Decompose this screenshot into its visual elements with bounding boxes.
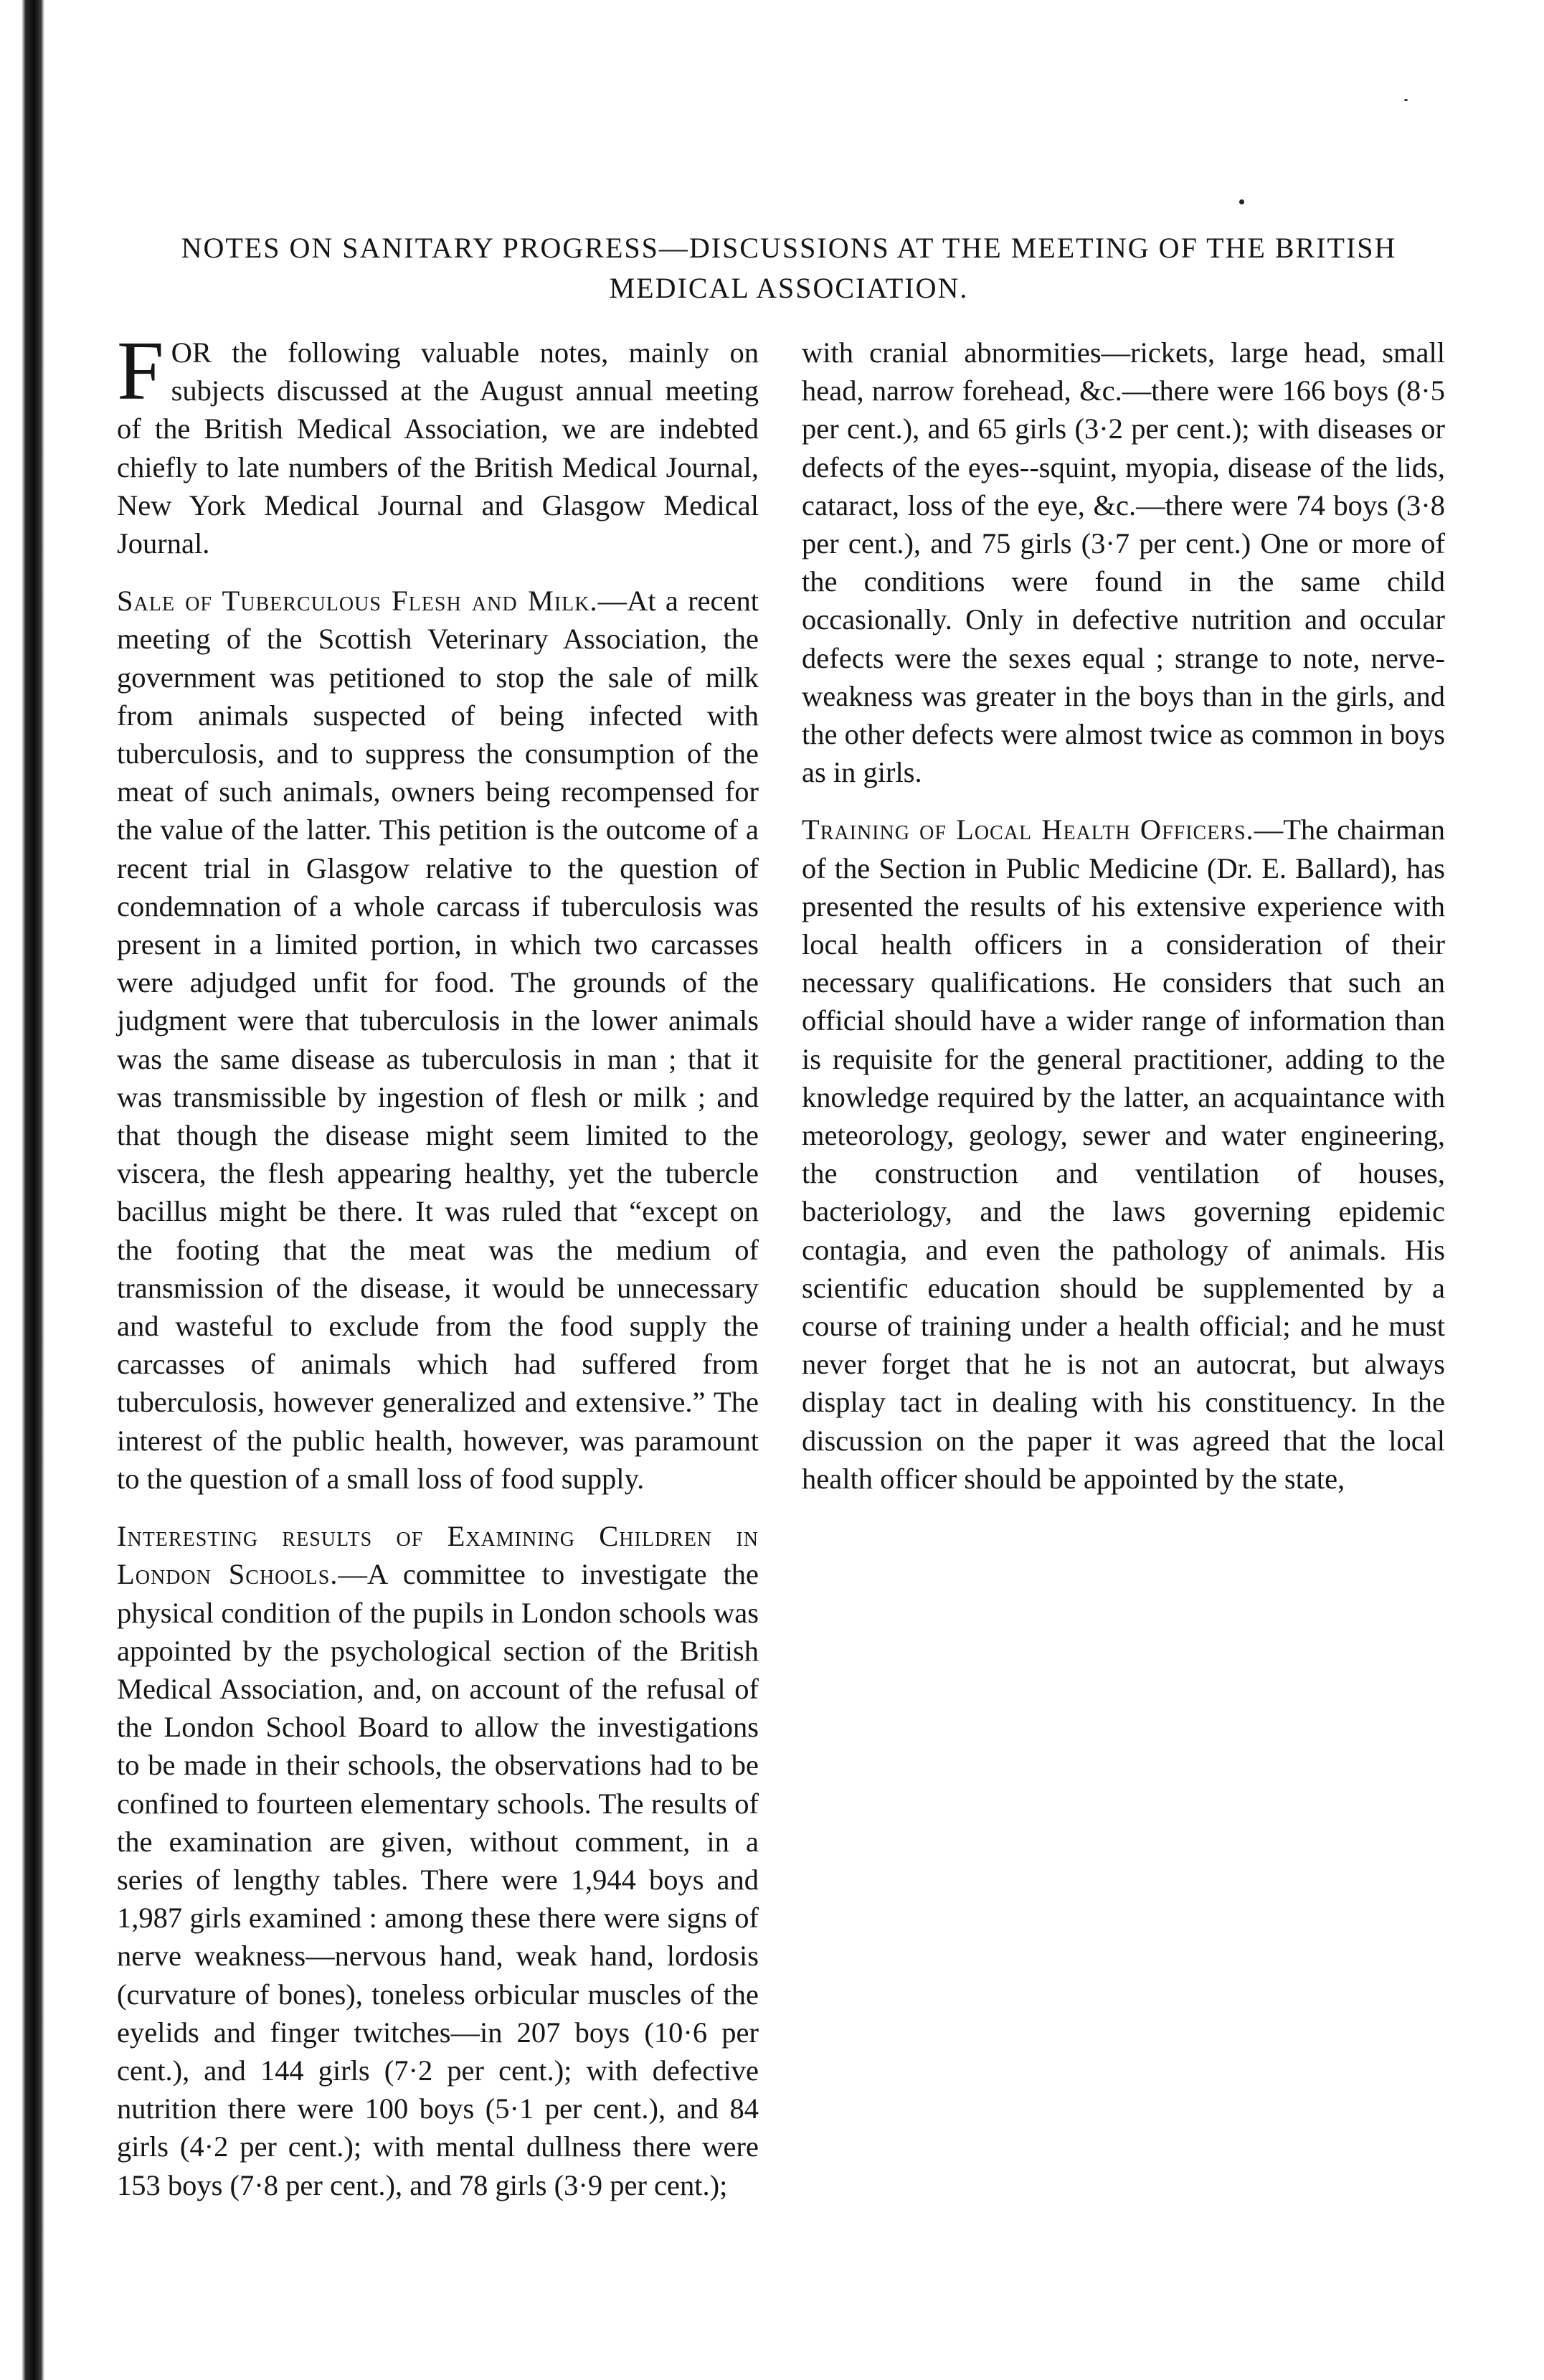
tuberculous-paragraph: [117, 582, 759, 1498]
section-text: with cranial abnormities—rickets, large head, small head, narrow forehead, &c.—there were 166 boys (8·5 per cent.), and 65 girls (3·2 per cent.); with diseases or defects of the eyes--squint, myopia, disease of the lids, cataract, loss of the eye, &c.—there were 74 boys (3·8 per cent.), and 75 girls (3·7 per cent.) One or more of the conditions were found in the same child occasionally. Only in defective nutrition and occular defects were the sexes equal ; strange to note, nerve-weakness was greater in the boys than in the girls, and the other defects were almost twice as common in boys as in girls.: [802, 336, 1445, 789]
section-text: —The chairman of the Section in Public Medicine (Dr. E. Ballard), has presented the results of his extensive experience with local health officers in a consideration of their necessary qualifications. He considers that such an official should have a wider range of information than is requisite for the general practitioner, adding to the knowledge required by the latter, an acquaintance with meteorology, geology, sewer and water engineering, the construction and ventilation of houses, bacteriology, and the laws governing epidemic contagia, and even the pathology of animals. His scientific education should be supplemented by a course of training under a health official; and he must never forget that he is not an autocrat, but always display tact in dealing with his constituency. In the discussion on the paper it was agreed that the local health officer should be appointed by the state,: [802, 813, 1445, 1495]
scan-speck: [1404, 99, 1408, 101]
intro-text: OR the following valuable notes, mainly on subjects discussed at the August annual meeting of the British Medical Association, we are indebted chiefly to late numbers of the British Medical Journal, New York Medical Journal and Glasgow Medical Journal.: [117, 336, 759, 560]
scan-speck: [1239, 199, 1244, 204]
page-binding-edge: [22, 0, 44, 2380]
right-column: [802, 334, 1445, 1498]
section-heading: Interesting results of Examining Children in London Schools.: [117, 1520, 759, 1591]
left-column: [117, 324, 759, 2204]
children-paragraph: [117, 1517, 759, 2204]
section-heading: Training of Local Health Officers.: [802, 813, 1254, 846]
intro-paragraph: [117, 324, 759, 562]
training-paragraph: [802, 811, 1445, 1498]
children-paragraph: [802, 334, 1445, 791]
section-text: —A committee to investigate the physical condition of the pupils in London schools was appointed by the psychological section of the British Medical Association, and, on account of the refusal of the London School Board to allow the investigations to be made in their schools, the observations had to be confined to fourteen elementary schools. The results of the examination are given, without comment, in a series of lengthy tables. There were 1,944 boys and 1,987 girls examined : among these there were signs of nerve weakness—nervous hand, weak hand, lordosis (curvature of bones), toneless orbicular muscles of the eyelids and finger twitches—in 207 boys (10·6 per cent.), and 144 girls (7·2 per cent.); with defective nutrition there were 100 boys (5·1 per cent.), and 84 girls (4·2 per cent.); with mental dullness there were 153 boys (7·8 per cent.), and 78 girls (3·9 per cent.);: [117, 1558, 759, 2201]
article-title: NOTES ON SANITARY PROGRESS—DISCUSSIONS AT THE MEETING OF THE BRITISH MEDICAL ASSOCIATION.: [181, 232, 1397, 304]
section-heading: Sale of Tuberculous Flesh and Milk.: [117, 585, 598, 618]
section-text: —At a recent meeting of the Scottish Veterinary Association, the government was petitioned to stop the sale of milk from animals suspected of being infected with tuberculosis, and to suppress the consumption of the meat of such animals, owners being recompensed for the value of the latter. This petition is the outcome of a recent trial in Glasgow relative to the question of condemnation of a whole carcass if tuberculosis was present in a limited portion, in which two carcasses were adjudged unfit for food. The grounds of the judgment were that tuberculosis in the lower animals was the same disease as tuberculosis in man ; that it was transmissible by ingestion of flesh or milk ; and that though the disease might seem limited to the viscera, the flesh appearing healthy, yet the tubercle bacillus might be there. It was ruled that “except on the footing that the meat was the medium of transmission of the disease, it would be unnecessary and wasteful to exclude from the food supply the carcasses of animals which had suffered from tuberculosis, however generalized and extensive.” The interest of the public health, however, was paramount to the question of a small loss of food supply.: [117, 585, 759, 1495]
drop-cap: F: [117, 324, 164, 417]
